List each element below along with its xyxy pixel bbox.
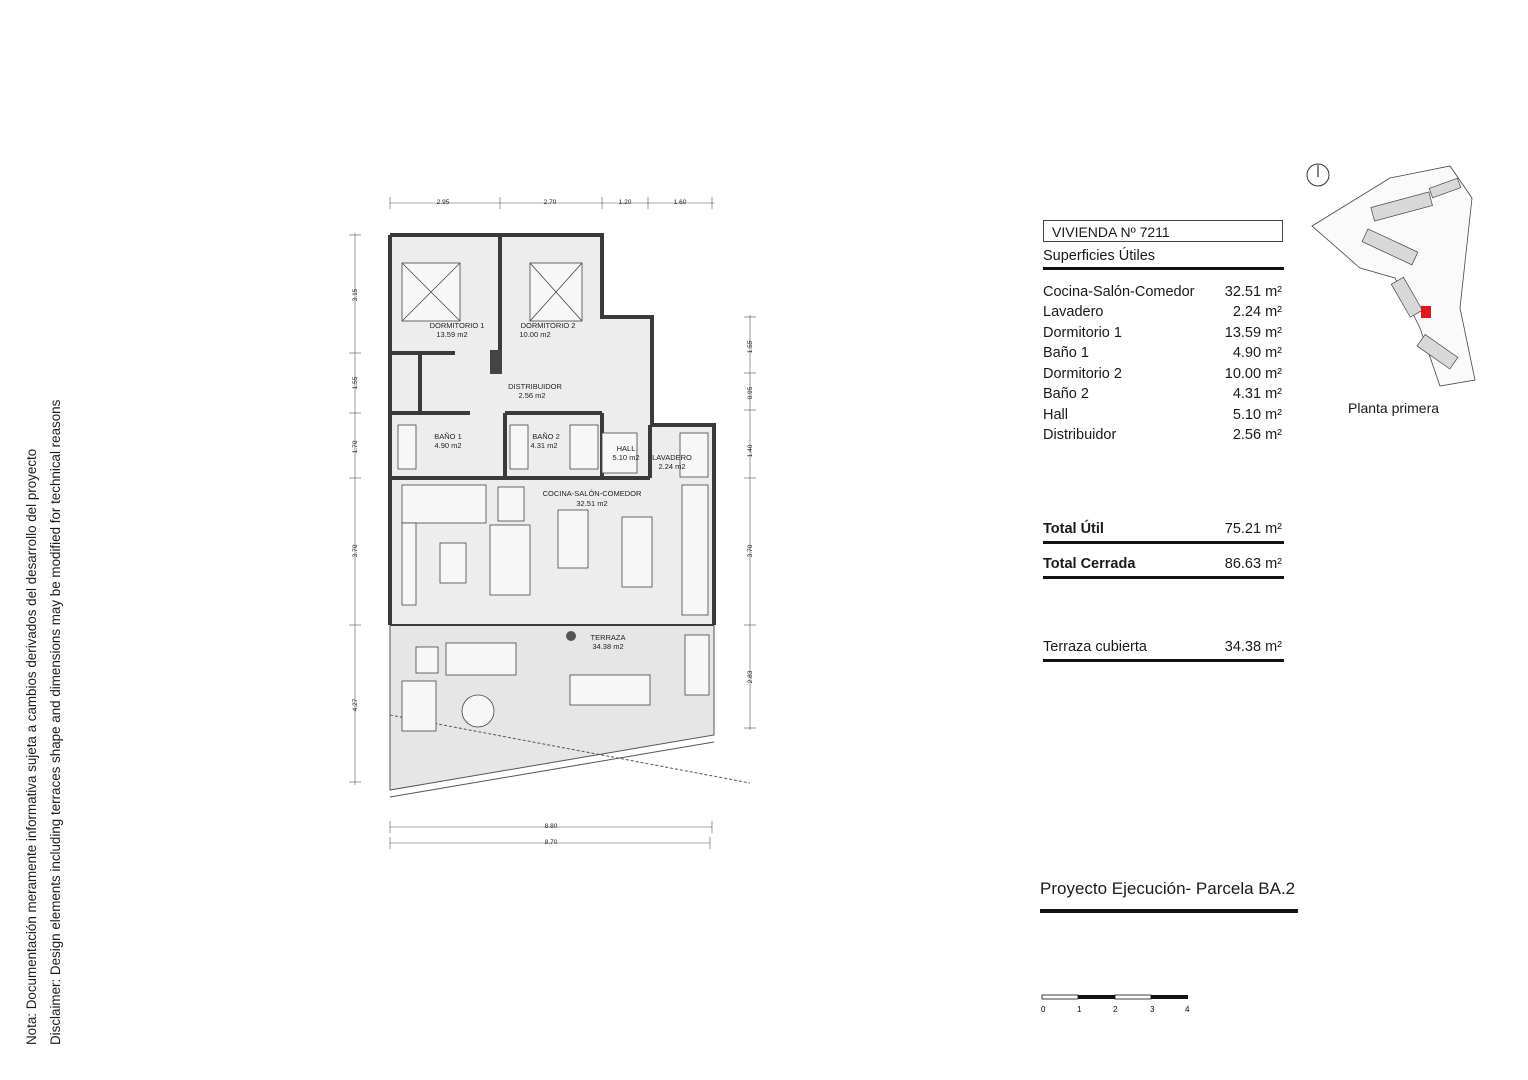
room-bano-2-area: 4.31 m2 — [530, 441, 558, 450]
dim-top-4: 1.60 — [673, 199, 687, 206]
room-lavadero-area: 2.24 m2 — [658, 462, 686, 471]
area-row — [1043, 284, 1284, 304]
site-key-plan — [1300, 158, 1485, 388]
dim-top-2: 2.70 — [543, 199, 557, 206]
terraza-rule — [1043, 659, 1284, 662]
area-row — [1043, 407, 1284, 427]
unit-highlight — [1421, 306, 1431, 318]
dim-left-1: 3.15 — [352, 288, 359, 302]
dim-top-1: 2.95 — [436, 199, 450, 206]
room-cocina-name: COCINA-SALÓN-COMEDOR — [542, 489, 642, 498]
scale-label-3: 3 — [1150, 1005, 1155, 1014]
area-row-name: Hall — [1043, 407, 1068, 423]
area-row-name: Dormitorio 2 — [1043, 366, 1122, 382]
floor-plan — [330, 185, 754, 865]
right-dimensions — [744, 315, 756, 730]
room-dormitorio-1-name: DORMITORIO 1 — [429, 321, 485, 330]
scale-label-1: 1 — [1077, 1005, 1082, 1014]
area-row-name: Cocina-Salón-Comedor — [1043, 284, 1195, 300]
total-cerrada-value: 86.63 m² — [1224, 556, 1282, 572]
room-cocina-area: 32.51 m2 — [576, 499, 608, 508]
area-row-name: Dormitorio 1 — [1043, 325, 1122, 341]
total-cerrada-label: Total Cerrada — [1043, 556, 1136, 572]
area-row-value: 10.00 m² — [1224, 366, 1282, 382]
total-util-value: 75.21 m² — [1224, 521, 1282, 537]
dim-top-3: 1.20 — [618, 199, 632, 206]
project-rule — [1040, 909, 1298, 913]
total-util-label: Total Útil — [1043, 521, 1104, 537]
scale-bar — [1040, 995, 1200, 1019]
dim-right-4: 3.70 — [747, 544, 754, 558]
total-util-row — [1043, 521, 1284, 541]
room-terraza-area: 34.38 m2 — [592, 642, 624, 651]
total-cerrada-row — [1043, 556, 1284, 576]
total-util-rule — [1043, 541, 1284, 544]
disclaimer-line-1: Nota: Documentación meramente informativa sujeta a cambios derivados del desarrollo del proyecto — [24, 448, 39, 1045]
dim-left-2: 1.55 — [352, 376, 359, 390]
site-plan-caption: Planta primera — [1348, 400, 1440, 416]
area-row-value: 2.56 m² — [1232, 427, 1282, 443]
areas-subtitle: Superficies Útiles — [1043, 248, 1156, 264]
terrace-drain — [566, 631, 576, 641]
area-row — [1043, 325, 1284, 345]
dim-right-1: 1.55 — [747, 340, 754, 354]
area-row — [1043, 304, 1284, 324]
dim-left-3: 1.70 — [352, 440, 359, 454]
area-row-value: 2.24 m² — [1232, 304, 1282, 320]
area-row-name: Lavadero — [1043, 304, 1104, 320]
area-row-value: 4.90 m² — [1232, 345, 1282, 361]
disclaimer-line-2: Disclaimer: Design elements including terraces shape and dimensions may be modified for technical reasons — [48, 399, 63, 1045]
room-bano-1-area: 4.90 m2 — [434, 441, 462, 450]
room-hall-name: HALL — [616, 444, 636, 453]
scale-label-2: 2 — [1113, 1005, 1118, 1014]
room-bano-2-name: BAÑO 2 — [532, 432, 560, 441]
room-terraza-name: TERRAZA — [590, 633, 626, 642]
area-row-name: Baño 2 — [1043, 386, 1089, 402]
room-dormitorio-1-area: 13.59 m2 — [436, 330, 468, 339]
dim-right-3: 1.40 — [747, 444, 754, 458]
dim-bottom-2: 8.70 — [544, 839, 558, 846]
room-dormitorio-2-area: 10.00 m2 — [519, 330, 551, 339]
area-row-value: 32.51 m² — [1224, 284, 1282, 300]
terraza-row — [1043, 639, 1284, 659]
dim-right-2: 0.95 — [747, 386, 754, 400]
project-title: Proyecto Ejecución- Parcela BA.2 — [1040, 879, 1296, 898]
room-dormitorio-2-name: DORMITORIO 2 — [520, 321, 576, 330]
dwelling-title: VIVIENDA Nº 7211 — [1043, 220, 1283, 242]
scale-label-4: 4 — [1185, 1005, 1190, 1014]
room-hall-area: 5.10 m2 — [612, 453, 640, 462]
scale-label-0: 0 — [1041, 1005, 1046, 1014]
subtitle-rule — [1043, 267, 1284, 270]
area-row-name: Distribuidor — [1043, 427, 1117, 443]
room-bano-1-name: BAÑO 1 — [434, 432, 462, 441]
area-row-value: 5.10 m² — [1232, 407, 1282, 423]
room-lavadero-name: LAVADERO — [652, 453, 692, 462]
area-row-value: 13.59 m² — [1224, 325, 1282, 341]
area-row-name: Baño 1 — [1043, 345, 1089, 361]
terraza-value: 34.38 m² — [1224, 639, 1282, 655]
area-row — [1043, 427, 1284, 447]
room-distribuidor-area: 2.56 m2 — [518, 391, 546, 400]
room-distribuidor-name: DISTRIBUIDOR — [508, 382, 562, 391]
shaft — [490, 350, 502, 374]
dim-left-4: 3.70 — [352, 544, 359, 558]
terraza-label: Terraza cubierta — [1043, 639, 1147, 655]
dim-bottom-1: 8.80 — [544, 823, 558, 830]
area-row — [1043, 366, 1284, 386]
dim-right-5: 2.83 — [747, 670, 754, 684]
disclaimer — [20, 365, 68, 1045]
area-row — [1043, 345, 1284, 365]
total-cerrada-rule — [1043, 576, 1284, 579]
area-row — [1043, 386, 1284, 406]
area-row-value: 4.31 m² — [1232, 386, 1282, 402]
dim-left-5: 4.27 — [352, 698, 359, 712]
